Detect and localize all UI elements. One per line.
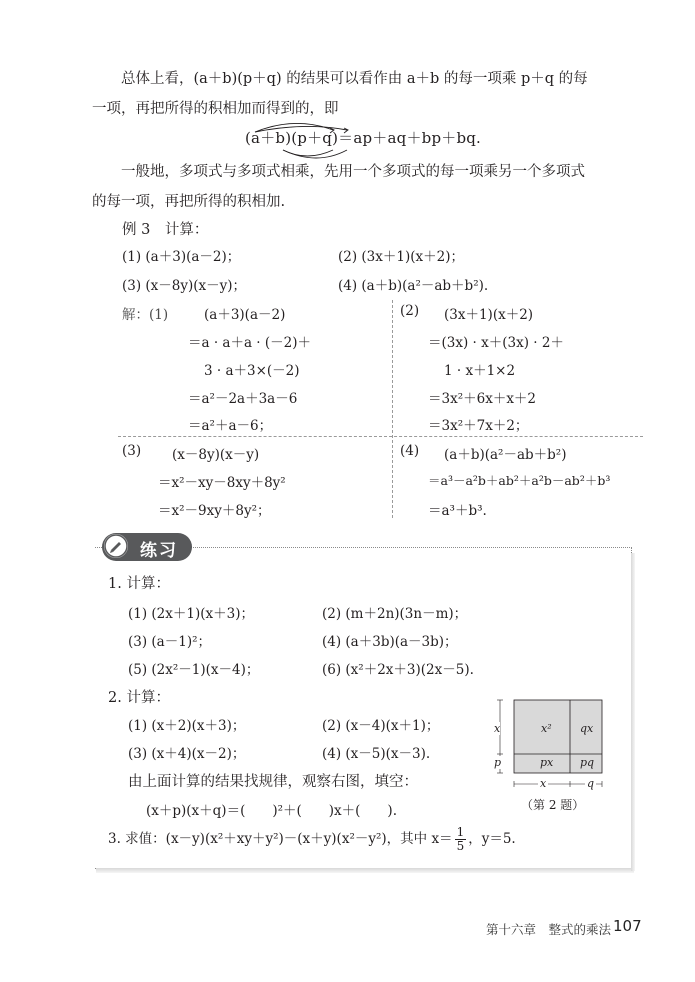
- chapter-footer: 第十六章 整式的乘法: [486, 922, 612, 937]
- example-problem-4: (4) (a＋b)(a²－ab＋b²).: [338, 278, 489, 294]
- q2-item-2: (2) (x－4)(x＋1)；: [322, 718, 440, 734]
- example-problem-3: (3) (x－8y)(x－y)；: [122, 278, 247, 294]
- intro-para2-line2: 的每一项，再把所得的积相加.: [92, 194, 286, 210]
- q1-item-4: (4) (a＋3b)(a－3b)；: [322, 634, 458, 650]
- intro-para2: [92, 157, 637, 217]
- figure-cell-pq: pq: [580, 756, 595, 769]
- q2-instruction: 由上面计算的结果找规律，观察右图，填空：: [128, 774, 418, 790]
- sol1-line3: 3 · a＋3×(－2): [204, 363, 300, 379]
- formula-text: (a＋b)(p＋q)＝ap＋aq＋bp＋bq.: [245, 129, 482, 147]
- sol3-line2: ＝x²－xy－8xy＋8y²: [158, 475, 286, 491]
- figure-left-label-x: x: [494, 722, 501, 735]
- q1-item-3: (3) (a－1)²；: [128, 634, 211, 650]
- solution-label: 解：(1): [122, 307, 169, 323]
- practice-banner-label: 练习: [140, 541, 178, 561]
- sol4-label: (4): [400, 443, 420, 459]
- sol2-line2: ＝(3x) · x＋(3x) · 2＋: [428, 335, 564, 351]
- figure-cell-px: px: [540, 756, 554, 769]
- q1-item-2: (2) (m＋2n)(3n－m)；: [322, 606, 468, 622]
- figure-caption: （第 2 题）: [521, 798, 585, 812]
- q3-fraction-numerator: 1: [456, 825, 465, 839]
- q2-item-1: (1) (x＋2)(x＋3)；: [128, 718, 246, 734]
- sol1-line2: ＝a · a＋a · (－2)＋: [188, 335, 312, 351]
- q3-fraction-denominator: 5: [456, 839, 465, 853]
- intro-para1-line1: 总体上看，(a＋b)(p＋q) 的结果可以看作由 a＋b 的每一项乘 p＋q 的每: [121, 71, 588, 87]
- figure-cell-qx: qx: [580, 722, 594, 735]
- q3-text: 3. 求值：(x－y)(x²＋xy＋y²)－(x＋y)(x²－y²)，其中 x＝: [108, 831, 453, 847]
- intro-text: [92, 64, 637, 124]
- q1-item-5: (5) (2x²－1)(x－4)；: [128, 662, 260, 678]
- sol1-line1: (a＋3)(a－2): [204, 307, 286, 323]
- intro-para1-line2: 一项，再把所得的积相加而得到的，即: [92, 101, 339, 117]
- sol4-line3: ＝a³＋b³.: [428, 503, 487, 519]
- q2-item-4: (4) (x－5)(x－3).: [322, 746, 431, 762]
- solution-divider-horizontal: [118, 436, 643, 437]
- q3-tail: ，y＝5.: [468, 831, 516, 847]
- q1-item-1: (1) (2x＋1)(x＋3)；: [128, 606, 254, 622]
- sol3-line3: ＝x²－9xy＋8y²；: [158, 503, 271, 519]
- sol3-line1: (x－8y)(x－y): [172, 447, 260, 463]
- example-problem-2: (2) (3x＋1)(x＋2)；: [338, 249, 464, 265]
- pencil-icon: [104, 534, 128, 558]
- page-number: 107: [613, 917, 642, 935]
- sol3-label: (3): [122, 443, 142, 459]
- q2-item-3: (3) (x＋4)(x－2)；: [128, 746, 246, 762]
- q1-item-6: (6) (x²＋2x＋3)(2x－5).: [322, 662, 474, 678]
- sol2-line3: 1 · x＋1×2: [444, 363, 516, 379]
- solution-divider-vertical: [392, 300, 393, 518]
- q2-fill-blank: (x＋p)(x＋q)＝( )²＋( )x＋( ).: [146, 803, 397, 819]
- intro-para2-line1: 一般地，多项式与多项式相乘，先用一个多项式的每一项乘另一个多项式: [121, 164, 585, 180]
- sol2-label: (2): [400, 303, 420, 319]
- multiplication-arrows-icon: [245, 118, 355, 160]
- sol1-line4: ＝a²－2a＋3a－6: [188, 391, 298, 407]
- sol4-line2: ＝a³－a²b＋ab²＋a²b－ab²＋b³: [428, 473, 611, 488]
- sol2-line1: (3x＋1)(x＋2): [444, 307, 534, 323]
- q1-title: 1. 计算：: [108, 576, 170, 592]
- q3: [108, 826, 516, 853]
- example-problem-1: (1) (a＋3)(a－2)；: [122, 249, 241, 265]
- example-heading: 例 3 计算：: [122, 222, 209, 238]
- q3-fraction: [455, 826, 467, 853]
- q2-title: 2. 计算：: [108, 690, 170, 706]
- figure-bottom-label-x: x: [540, 777, 547, 790]
- sol2-line4: ＝3x²＋6x＋x＋2: [428, 391, 537, 407]
- figure-bottom-label-q: q: [587, 777, 595, 790]
- practice-shadow-right: [631, 553, 635, 871]
- sol4-line1: (a＋b)(a²－ab＋b²): [444, 447, 567, 463]
- practice-shadow-bottom: [96, 868, 634, 873]
- figure-left-label-p: p: [494, 756, 502, 769]
- figure-cell-x2: x²: [541, 722, 552, 735]
- sol1-line5: ＝a²＋a－6；: [188, 418, 273, 434]
- sol2-line5: ＝3x²＋7x＋2；: [428, 418, 529, 434]
